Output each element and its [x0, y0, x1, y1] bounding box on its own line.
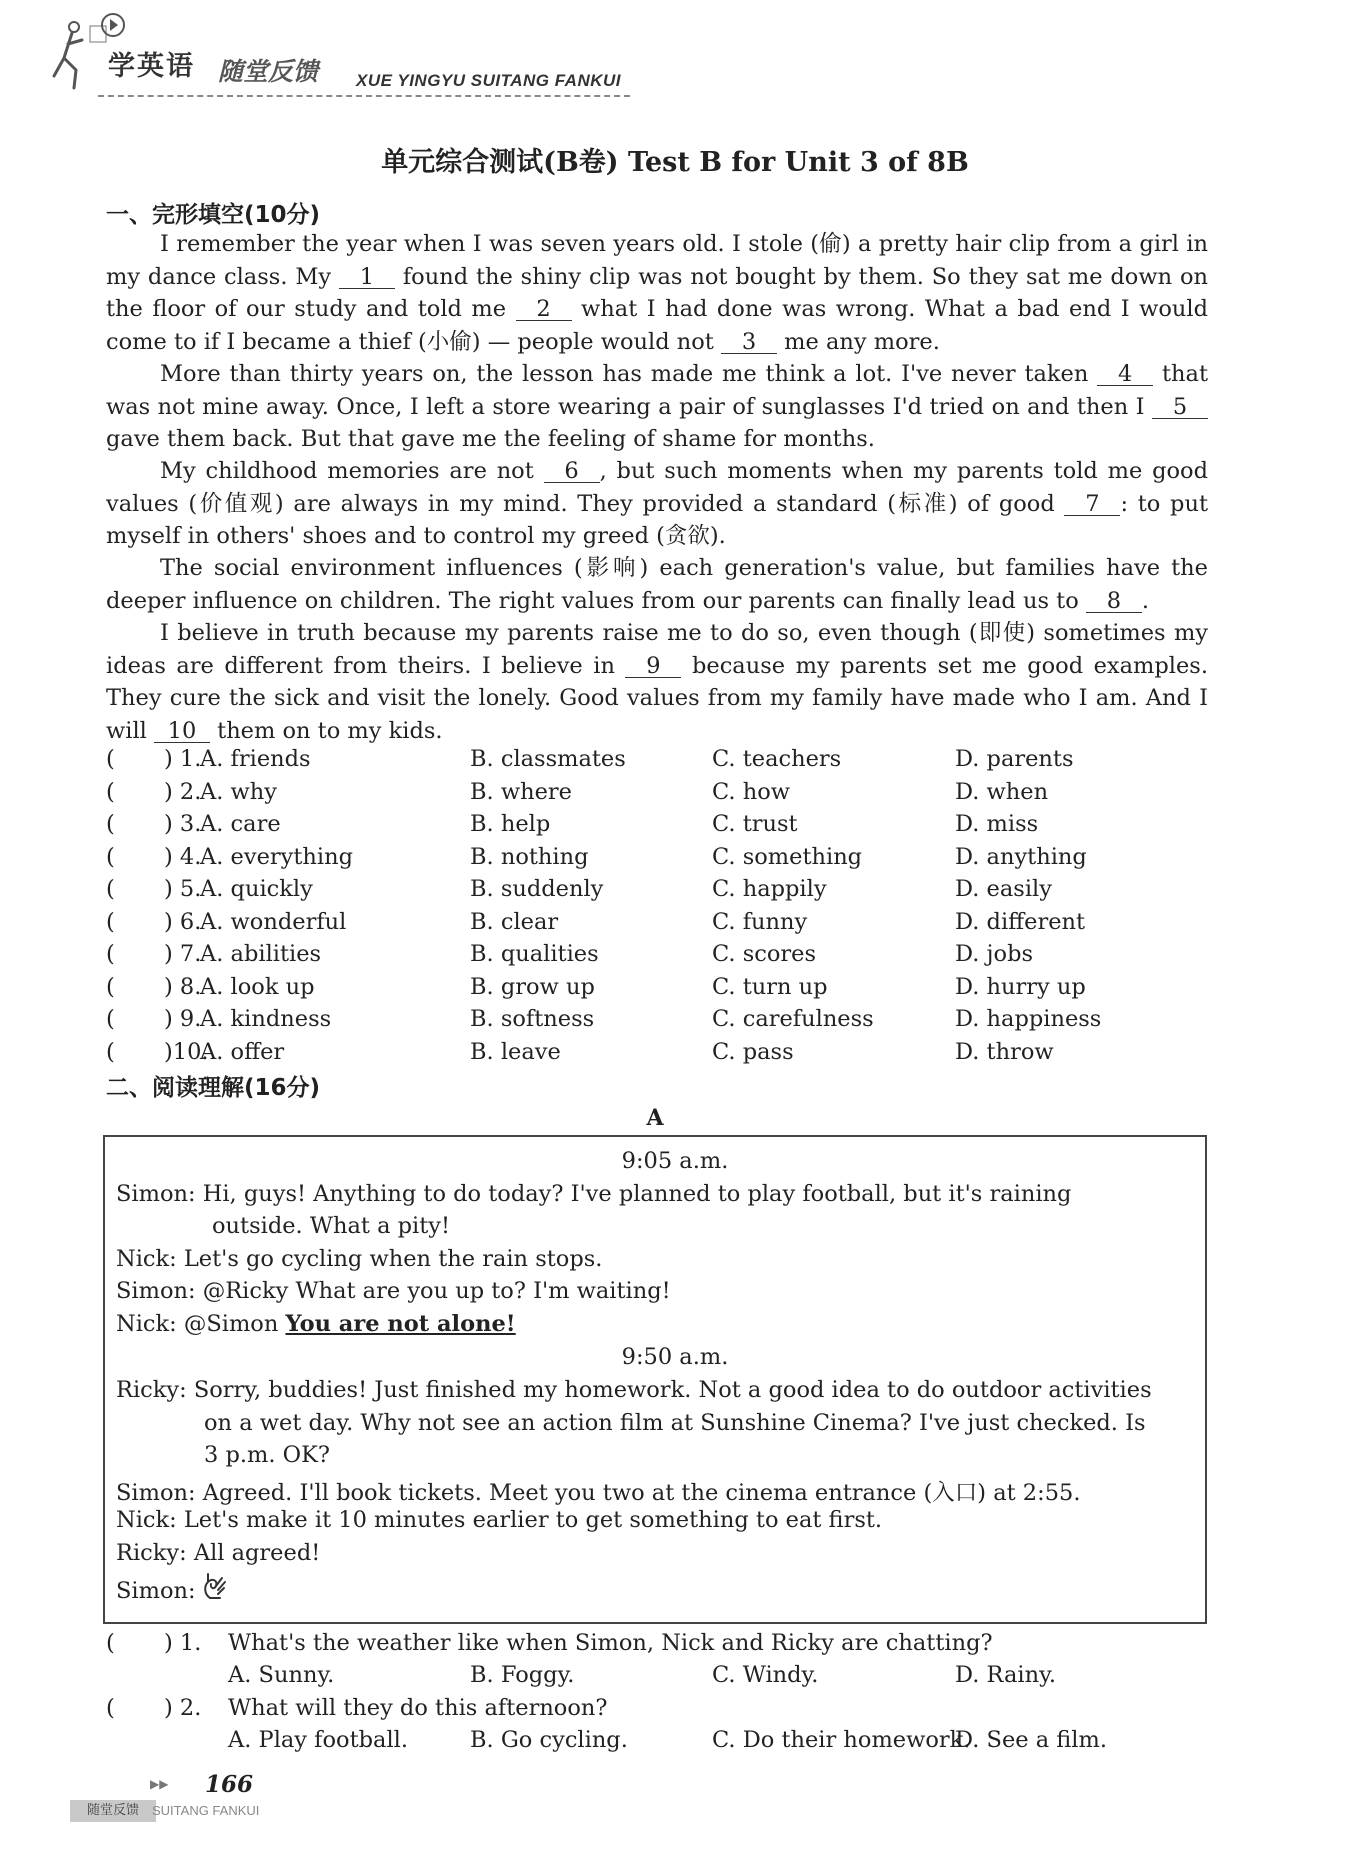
answer-bracket[interactable]: ( — [106, 746, 115, 772]
chat-nick-2-emphasis: You are not alone! — [285, 1311, 516, 1337]
cloze-text: them on to my kids. — [210, 717, 443, 744]
question-number: ) 2. — [164, 778, 202, 805]
option-a[interactable]: A. look up — [200, 973, 315, 1000]
section1-heading: 一、完形填空(10分) — [106, 202, 321, 228]
option-d[interactable]: D. anything — [955, 843, 1087, 870]
section2-heading: 二、阅读理解(16分) — [106, 1075, 321, 1101]
question-number: ) 2. — [164, 1694, 202, 1721]
answer-bracket[interactable]: ( — [106, 941, 115, 967]
cloze-question-row — [106, 974, 1226, 1006]
cloze-text: . — [1141, 587, 1150, 614]
cloze-question-row — [106, 1039, 1226, 1071]
option-c[interactable]: C. Windy. — [712, 1662, 819, 1688]
cloze-text: I remember the year when I was seven years old. I stole (偷) a pretty hair clip from a girl in my dance class. My — [106, 231, 1208, 290]
cloze-paragraph-5 — [106, 617, 1208, 747]
option-c[interactable]: C. scores — [712, 941, 817, 967]
question-number: )10. — [164, 1038, 209, 1065]
chat-simon-3: Simon: Agreed. I'll book tickets. Meet you two at the cinema entrance (入口) at 2:55. — [116, 1480, 1081, 1506]
chat-nick-1: Nick: Let's go cycling when the rain stops. — [116, 1246, 603, 1272]
option-d[interactable]: D. Rainy. — [955, 1662, 1056, 1688]
option-a[interactable]: A. why — [200, 778, 278, 805]
option-d[interactable]: D. different — [955, 908, 1086, 935]
cloze-blank[interactable]: 3 — [721, 331, 777, 354]
document-title: 单元综合测试(B卷) Test B for Unit 3 of 8B — [381, 147, 969, 178]
reading-options-row — [106, 1662, 1226, 1694]
cloze-text: More than thirty years on, the lesson has made me think a lot. I've never taken — [160, 361, 1098, 387]
chat-simon-1a: Simon: Hi, guys! Anything to do today? I've planned to play football, but it's raining — [116, 1181, 1072, 1207]
option-a[interactable]: A. quickly — [200, 876, 313, 902]
cloze-blank[interactable]: 5 — [1152, 396, 1208, 419]
option-a[interactable]: A. care — [200, 811, 281, 837]
option-b[interactable]: B. Foggy. — [470, 1662, 575, 1688]
chat-ricky-1b: on a wet day. Why not see an action film at Sunshine Cinema? I've just checked. Is — [204, 1410, 1146, 1436]
option-b[interactable]: B. qualities — [470, 941, 599, 967]
option-c[interactable]: C. teachers — [712, 746, 842, 772]
cloze-blank[interactable]: 8 — [1086, 590, 1142, 613]
cloze-question-row — [106, 844, 1226, 876]
answer-bracket[interactable]: ( — [106, 843, 115, 870]
chat-simon-2: Simon: @Ricky What are you up to? I'm waiting! — [116, 1278, 671, 1304]
footer-label: 随堂反馈 — [70, 1800, 156, 1822]
answer-bracket[interactable]: ( — [106, 811, 115, 837]
question-number: ) 1. — [164, 1630, 202, 1656]
cloze-text: : to put myself in others' shoes and to control my greed (贪欲). — [106, 490, 1208, 549]
cloze-blank[interactable]: 4 — [1097, 363, 1153, 386]
cloze-text: The social environment influences (影响) each generation's value, but families have the deeper influence on children. The right values from our parents can finally lead us to — [106, 555, 1208, 614]
question-number: ) 7. — [164, 941, 202, 967]
chat-nick-2-prefix: Nick: @Simon — [116, 1311, 286, 1337]
cloze-text: , but such moments when my parents told me good values (价值观) are always in my mind. They provided a standard (标准) of good — [106, 458, 1208, 517]
chat-simon-1b: outside. What a pity! — [212, 1213, 451, 1239]
header-divider — [98, 95, 630, 97]
chat-time-1: 9:05 a.m. — [621, 1148, 729, 1174]
option-a[interactable]: A. offer — [200, 1038, 285, 1065]
option-d[interactable]: D. jobs — [955, 941, 1034, 967]
answer-bracket[interactable]: ( — [106, 1006, 115, 1032]
option-c[interactable]: C. trust — [712, 811, 798, 837]
option-c[interactable]: C. something — [712, 843, 863, 870]
cloze-paragraph-2 — [106, 358, 1208, 456]
option-a[interactable]: A. abilities — [200, 941, 322, 967]
option-d[interactable]: D. throw — [955, 1038, 1054, 1065]
option-d[interactable]: D. miss — [955, 811, 1039, 837]
header-title: 学英语 — [108, 51, 195, 82]
option-b[interactable]: B. classmates — [470, 746, 626, 772]
answer-bracket[interactable]: ( — [106, 973, 115, 1000]
option-d[interactable]: D. parents — [955, 746, 1074, 772]
option-d[interactable]: D. happiness — [955, 1006, 1102, 1032]
option-a[interactable]: A. wonderful — [200, 908, 347, 935]
play-icon — [100, 12, 126, 38]
chat-time-2: 9:50 a.m. — [621, 1344, 729, 1370]
chat-nick-2 — [116, 1311, 516, 1337]
ok-hand-icon — [200, 1568, 230, 1604]
option-c[interactable]: C. how — [712, 778, 791, 805]
option-b[interactable]: B. nothing — [470, 843, 589, 870]
question-text: What will they do this afternoon? — [228, 1694, 608, 1721]
cloze-question-row — [106, 1006, 1226, 1038]
cloze-paragraph-4 — [106, 552, 1208, 617]
option-a[interactable]: A. kindness — [200, 1006, 332, 1032]
cloze-text: that was not mine away. Once, I left a store wearing a pair of sunglasses I'd tried on and then I — [106, 361, 1208, 420]
option-d[interactable]: D. See a film. — [955, 1726, 1107, 1753]
page-arrow-icon: ▶▶ — [150, 1777, 169, 1791]
cloze-text: I believe in truth because my parents raise me to do so, even though (即使) sometimes my ideas are different from theirs. I believe in — [106, 620, 1208, 679]
option-a[interactable]: A. friends — [200, 746, 311, 772]
cloze-blank[interactable]: 10 — [154, 720, 210, 743]
option-d[interactable]: D. hurry up — [955, 973, 1086, 1000]
option-c[interactable]: C. pass — [712, 1038, 794, 1065]
option-a[interactable]: A. Sunny. — [228, 1662, 335, 1688]
reading-options-row — [106, 1727, 1226, 1759]
option-c[interactable]: C. funny — [712, 908, 808, 935]
question-number: ) 3. — [164, 811, 202, 837]
question-number: ) 4. — [164, 843, 202, 870]
header-subtitle: 随堂反馈 — [218, 57, 319, 86]
cloze-text: because my parents set me good examples. They cure the sick and visit the lonely. Good values from my family have made who I am. And I will — [106, 652, 1208, 744]
option-b[interactable]: B. clear — [470, 908, 559, 935]
option-b[interactable]: B. suddenly — [470, 876, 604, 902]
chat-ricky-1a: Ricky: Sorry, buddies! Just finished my homework. Not a good idea to do outdoor activities — [116, 1377, 1152, 1403]
answer-bracket[interactable]: ( — [106, 908, 115, 935]
footer-pinyin: SUITANG FANKUI — [152, 1803, 260, 1818]
reading-question-row — [106, 1695, 1226, 1727]
cloze-blank[interactable]: 2 — [516, 298, 572, 321]
question-number: ) 8. — [164, 973, 202, 1000]
answer-bracket[interactable]: ( — [106, 778, 115, 805]
answer-bracket[interactable]: ( — [106, 1694, 115, 1721]
cloze-blank[interactable]: 9 — [625, 655, 681, 678]
option-b[interactable]: B. Go cycling. — [470, 1726, 628, 1753]
option-c[interactable]: C. turn up — [712, 973, 828, 1000]
cloze-blank[interactable]: 7 — [1064, 493, 1120, 516]
answer-bracket[interactable]: ( — [106, 1630, 115, 1656]
option-b[interactable]: B. help — [470, 811, 551, 837]
question-number: ) 9. — [164, 1006, 202, 1032]
option-b[interactable]: B. leave — [470, 1038, 561, 1065]
cloze-question-row — [106, 811, 1226, 843]
cloze-text: gave them back. But that gave me the feeling of shame for months. — [106, 426, 875, 452]
option-c[interactable]: C. happily — [712, 876, 827, 902]
cloze-text: found the shiny clip was not bought by them. So they sat me down on the floor of our study and told me — [106, 263, 1208, 322]
option-c[interactable]: C. Do their homework. — [712, 1726, 971, 1753]
option-c[interactable]: C. carefulness — [712, 1006, 874, 1032]
option-a[interactable]: A. everything — [200, 843, 353, 870]
reading-question-row — [106, 1630, 1226, 1662]
passage-label: A — [646, 1105, 664, 1131]
answer-bracket[interactable]: ( — [106, 876, 115, 902]
cloze-paragraph-1 — [106, 228, 1208, 358]
cloze-question-row — [106, 746, 1226, 778]
chat-simon-4: Simon: — [116, 1578, 196, 1604]
question-text: What's the weather like when Simon, Nick and Ricky are chatting? — [228, 1630, 993, 1656]
cloze-paragraph-3 — [106, 455, 1208, 553]
option-d[interactable]: D. when — [955, 778, 1049, 805]
option-d[interactable]: D. easily — [955, 876, 1052, 902]
option-b[interactable]: B. grow up — [470, 973, 595, 1000]
cloze-question-row — [106, 909, 1226, 941]
question-number: ) 5. — [164, 876, 202, 902]
page-number: 166 — [205, 1771, 254, 1798]
question-number: ) 1. — [164, 746, 202, 772]
cloze-text: me any more. — [777, 328, 940, 355]
cloze-text: what I had done was wrong. What a bad end I would come to if I became a thief (小偷) — people would not — [106, 296, 1208, 355]
option-b[interactable]: B. where — [470, 778, 572, 805]
question-number: ) 6. — [164, 908, 202, 935]
cloze-question-row — [106, 779, 1226, 811]
option-b[interactable]: B. softness — [470, 1006, 595, 1032]
cloze-blank[interactable]: 1 — [339, 266, 395, 289]
option-a[interactable]: A. Play football. — [228, 1726, 408, 1753]
cloze-question-row — [106, 941, 1226, 973]
chat-ricky-1c: 3 p.m. OK? — [204, 1442, 330, 1468]
header-pinyin: XUE YINGYU SUITANG FANKUI — [356, 71, 622, 90]
cloze-question-row — [106, 876, 1226, 908]
answer-bracket[interactable]: ( — [106, 1038, 115, 1065]
chat-ricky-2: Ricky: All agreed! — [116, 1540, 321, 1566]
cloze-text: My childhood memories are not — [160, 458, 544, 484]
cloze-blank[interactable]: 6 — [544, 460, 600, 483]
chat-nick-3: Nick: Let's make it 10 minutes earlier to get something to eat first. — [116, 1507, 883, 1533]
